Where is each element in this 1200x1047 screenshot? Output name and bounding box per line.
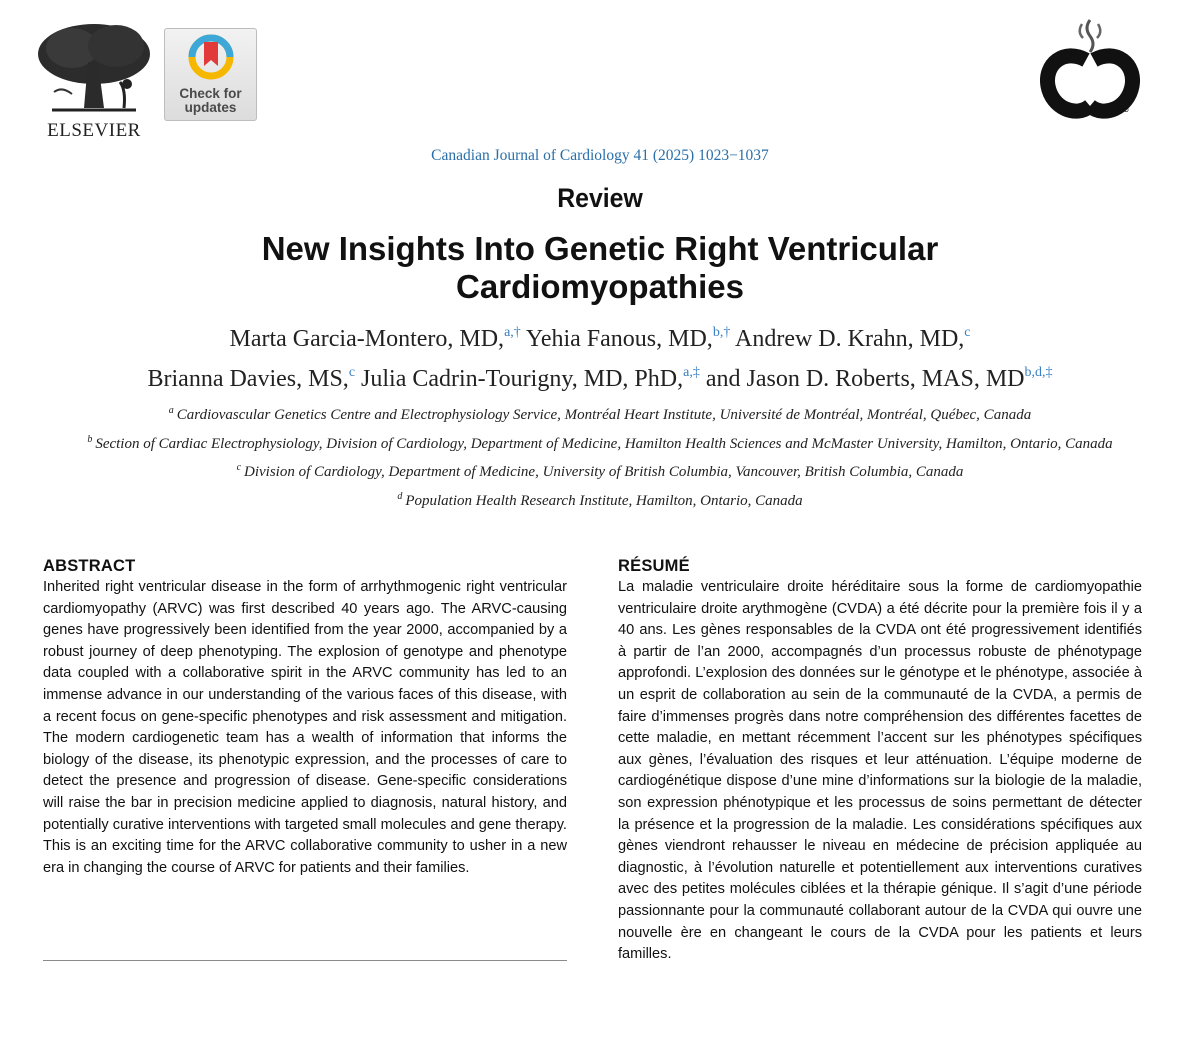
title-line-1: New Insights Into Genetic Right Ventricular <box>261 230 939 267</box>
affiliation-key: d <box>397 490 403 502</box>
affiliation-text: Division of Cardiology, Department of Medicine, University of British Columbia, Vancouver, British Columbia, Canada <box>244 464 964 480</box>
elsevier-logo[interactable] <box>32 22 156 142</box>
affiliation-item <box>0 458 1200 487</box>
check-updates-line2: updates <box>184 100 237 115</box>
affiliation-item <box>0 401 1200 430</box>
author-affiliation-link[interactable]: c <box>964 325 971 340</box>
check-for-updates-button[interactable] <box>164 28 257 121</box>
author-name[interactable]: Yehia Fanous, MD, <box>525 326 713 352</box>
author-line-1 <box>0 319 1200 359</box>
elsevier-tree-icon <box>32 22 156 118</box>
affiliation-text: Section of Cardiac Electrophysiology, Division of Cardiology, Department of Medicine, Hamilton Health Sciences and McMaster University, Hamilton, Ontario, Canada <box>95 435 1113 452</box>
bookmark-ring-icon <box>188 34 234 84</box>
author-name[interactable]: and Jason D. Roberts, MAS, MD <box>705 366 1025 392</box>
author-affiliation-link[interactable]: a,‡ <box>683 365 700 380</box>
resume-section <box>618 556 1142 966</box>
title-line-2: Cardiomyopathies <box>456 268 744 305</box>
author-name[interactable]: Andrew D. Krahn, MD, <box>735 326 965 352</box>
author-name[interactable]: Marta Garcia-Montero, MD, <box>229 326 505 352</box>
affiliation-key: b <box>87 433 93 445</box>
publisher-name: ELSEVIER <box>47 120 141 141</box>
affiliation-item <box>0 430 1200 459</box>
society-trademark: ®MD <box>1115 108 1129 114</box>
author-name[interactable]: Julia Cadrin-Tourigny, MD, PhD, <box>361 366 684 392</box>
author-list <box>0 319 1200 399</box>
resume-text: La maladie ventriculaire droite héréditaire sous la forme de cardiomyopathie ventriculaire droite arythmogène (CVDA) a été décrite pour la première fois il y a 40 ans. Les gènes responsables de la CVDA ont été progressivement identifiés à partir de l’an 2000, accompagnés d’un processus robuste de phénotypage approfondi. L’explosion des données sur le génotype et le phénotype, associée à un esprit de collaboration au sein de la communauté de la CVDA, a permis de faire d’immenses progrès dans notre compréhension des différentes facettes de cette maladie, en mettant récemment l’accent sur les phénotypes spécifiques aux gènes, l’évaluation des risques et leur atténuation. L’équipe moderne de cardiogénétique dispose d’une mine d’informations sur la biologie de la maladie, son expression phénotypique et les processus de soins permettant de détecter la présence et la progression de la maladie. Les considérations spécifiques aux gènes viendront rehausser le niveau en médecine de précision appliquée au diagnostic, à l’évolution naturelle et potentiellement aux interventions curatives avec des petites molécules ciblées et la thérapie génique. Il s’agit d’une période passionnante pour la communauté collaborant autour de la CVDA qui ouvre une nouvelle ère en changeant le cours de la CVDA pour les patients et leurs familles. <box>618 579 1142 963</box>
author-name[interactable]: Brianna Davies, MS, <box>147 366 349 392</box>
article-type: Review <box>557 183 643 213</box>
abstract-section <box>43 556 567 879</box>
affiliation-text: Cardiovascular Genetics Centre and Electrophysiology Service, Montréal Heart Institute, Université de Montréal, Montréal, Québec, Canada <box>176 407 1032 423</box>
journal-citation-link[interactable]: Canadian Journal of Cardiology 41 (2025) 1023−1037 <box>431 147 769 164</box>
author-affiliation-link[interactable]: c <box>348 365 356 380</box>
affiliation-key: c <box>236 462 242 473</box>
article-title <box>0 230 1200 306</box>
affiliation-list <box>0 401 1200 515</box>
affiliation-key: a <box>168 405 174 416</box>
author-affiliation-link[interactable]: a,† <box>504 325 521 340</box>
check-updates-line1: Check for <box>179 86 242 101</box>
resume-heading: RÉSUMÉ <box>618 557 690 575</box>
author-line-2 <box>0 359 1200 399</box>
abstract-divider <box>43 960 567 961</box>
author-affiliation-link[interactable]: b,d,‡ <box>1024 365 1053 380</box>
affiliation-item <box>0 487 1200 516</box>
abstract-text: Inherited right ventricular disease in the form of arrhythmogenic right ventricular cardiomyopathy (ARVC) was first described 40 years ago. The ARVC-causing genes have progressively been identified from the year 2000, accompanied by a robust journey of deep phenotyping. The explosion of genotype and phenotype data coupled with a collaborative spirit in the ARVC community has led to an immense advance in our understanding of the various faces of this disease, with a recent focus on gene-specific phenotypes and risk assessment and mitigation. The modern cardiogenetic team has a wealth of information that informs the biology of the disease, its phenotypic expression, and the processes of care to detect the presence and progression of disease. Gene-specific considerations will raise the bar in precision medicine applied to diagnosis, natural history, and potentially curative interventions with targeted small molecules and gene therapy. This is an exciting time for the ARVC collaborative community to usher in a new era in changing the course of ARVC for patients and their families. <box>43 579 567 876</box>
abstract-heading: ABSTRACT <box>43 557 136 575</box>
author-affiliation-link[interactable]: b,† <box>712 325 731 340</box>
affiliation-text: Population Health Research Institute, Hamilton, Ontario, Canada <box>405 492 803 509</box>
